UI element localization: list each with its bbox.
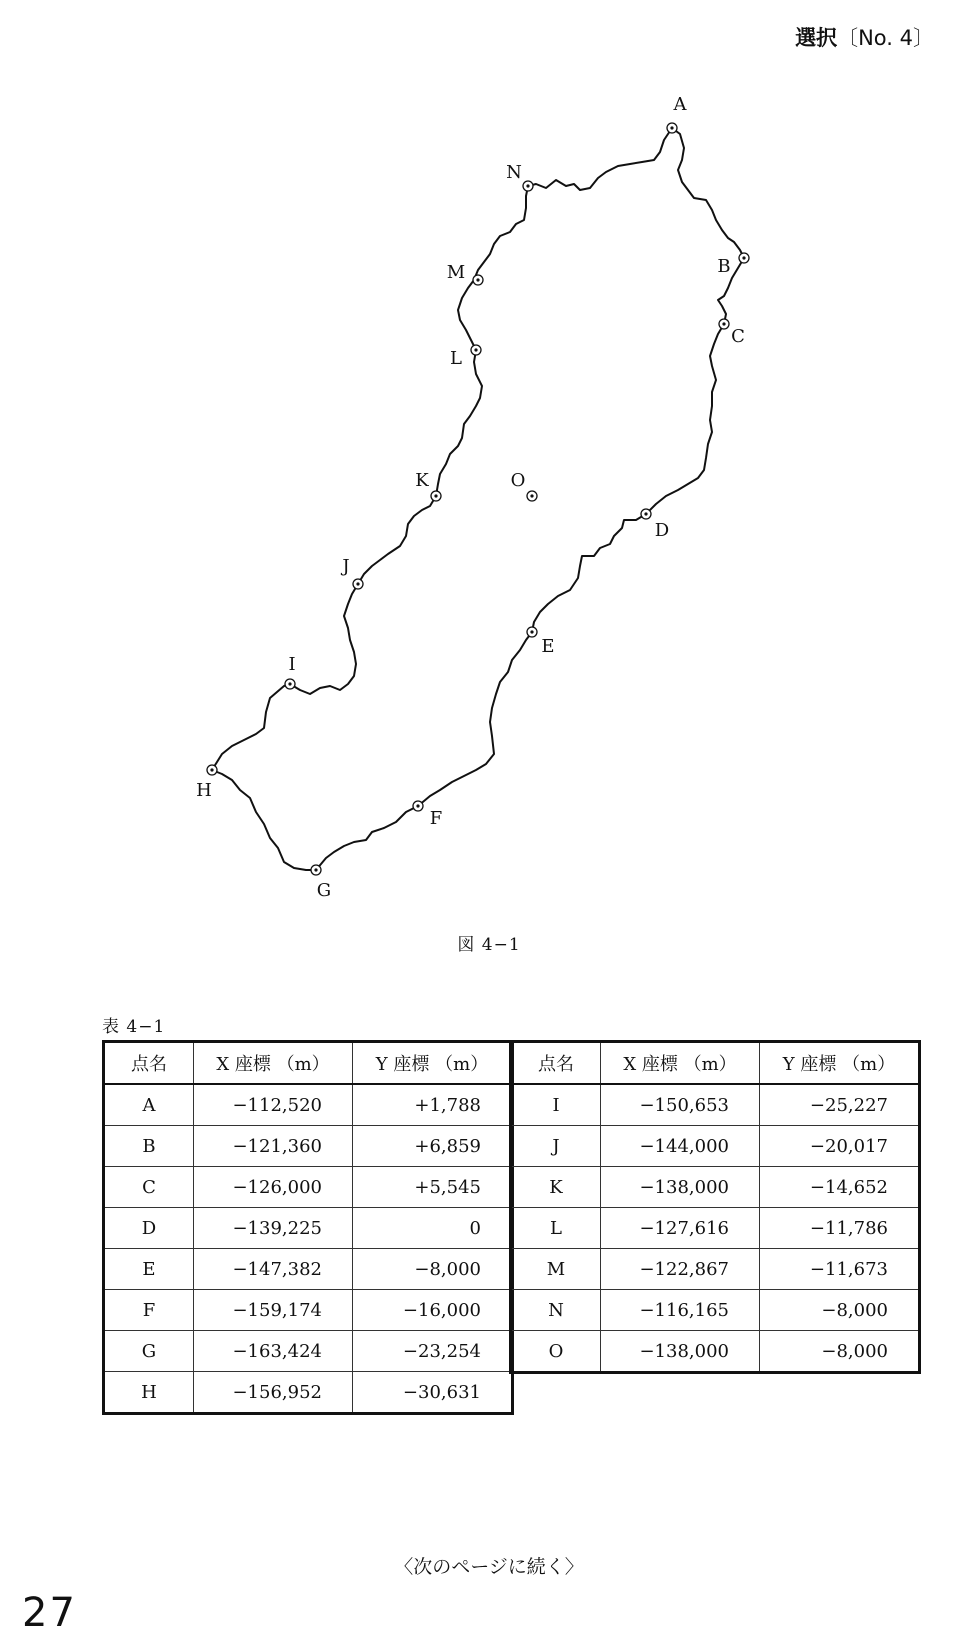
table-row bbox=[104, 1084, 513, 1126]
y-coordinate-cell: +5,545 bbox=[353, 1167, 513, 1208]
station-markers bbox=[207, 123, 749, 875]
point-name-cell: H bbox=[104, 1372, 194, 1414]
y-coordinate-cell: −8,000 bbox=[353, 1249, 513, 1290]
station-label-i: I bbox=[288, 654, 296, 675]
station-marker-n bbox=[523, 181, 533, 191]
y-coordinate-cell: −23,254 bbox=[353, 1331, 513, 1372]
y-coordinate-cell: −8,000 bbox=[760, 1290, 920, 1331]
table-row bbox=[511, 1331, 920, 1373]
point-name-cell: I bbox=[511, 1084, 601, 1126]
station-marker-o bbox=[527, 491, 537, 501]
point-name-cell: F bbox=[104, 1290, 194, 1331]
x-coordinate-cell: −144,000 bbox=[601, 1126, 760, 1167]
point-name-cell: N bbox=[511, 1290, 601, 1331]
y-coordinate-cell: −11,786 bbox=[760, 1208, 920, 1249]
station-marker-d bbox=[641, 509, 651, 519]
table-row bbox=[511, 1290, 920, 1331]
table-row bbox=[511, 1126, 920, 1167]
station-marker-g bbox=[311, 865, 321, 875]
island-outline bbox=[212, 128, 744, 870]
point-name-cell: C bbox=[104, 1167, 194, 1208]
station-marker-e bbox=[527, 627, 537, 637]
station-label-d: D bbox=[654, 520, 670, 541]
figure-caption: 図 4−1 bbox=[457, 935, 521, 955]
table-row bbox=[104, 1208, 513, 1249]
station-marker-a bbox=[667, 123, 677, 133]
table-row bbox=[511, 1084, 920, 1126]
station-marker-m bbox=[473, 275, 483, 285]
table-header-row bbox=[104, 1042, 513, 1085]
station-label-h: H bbox=[196, 780, 212, 801]
station-marker-f bbox=[413, 801, 423, 811]
station-label-f: F bbox=[429, 808, 443, 829]
page-number: 27 bbox=[22, 1590, 77, 1636]
station-label-g: G bbox=[316, 880, 332, 901]
station-label-o: O bbox=[510, 470, 526, 491]
station-marker-h bbox=[207, 765, 217, 775]
x-coordinate-cell: −163,424 bbox=[194, 1331, 353, 1372]
x-coordinate-cell: −138,000 bbox=[601, 1167, 760, 1208]
header-point-name: 点名 bbox=[104, 1042, 194, 1085]
x-coordinate-cell: −121,360 bbox=[194, 1126, 353, 1167]
point-name-cell: O bbox=[511, 1331, 601, 1373]
point-name-cell: D bbox=[104, 1208, 194, 1249]
y-coordinate-cell: +1,788 bbox=[353, 1084, 513, 1126]
x-coordinate-cell: −112,520 bbox=[194, 1084, 353, 1126]
y-coordinate-cell: −11,673 bbox=[760, 1249, 920, 1290]
x-coordinate-cell: −116,165 bbox=[601, 1290, 760, 1331]
station-marker-b bbox=[739, 253, 749, 263]
point-name-cell: L bbox=[511, 1208, 601, 1249]
point-name-cell: K bbox=[511, 1167, 601, 1208]
table-row bbox=[104, 1126, 513, 1167]
coordinate-table-right bbox=[509, 1040, 921, 1374]
x-coordinate-cell: −127,616 bbox=[601, 1208, 760, 1249]
station-label-j: J bbox=[342, 556, 350, 577]
station-label-n: N bbox=[506, 162, 522, 183]
station-label-b: B bbox=[717, 256, 731, 277]
y-coordinate-cell: +6,859 bbox=[353, 1126, 513, 1167]
x-coordinate-cell: −156,952 bbox=[194, 1372, 353, 1414]
point-name-cell: M bbox=[511, 1249, 601, 1290]
station-marker-i bbox=[285, 679, 295, 689]
station-label-a: A bbox=[673, 94, 687, 115]
point-name-cell: G bbox=[104, 1331, 194, 1372]
y-coordinate-cell: −14,652 bbox=[760, 1167, 920, 1208]
x-coordinate-cell: −150,653 bbox=[601, 1084, 760, 1126]
station-marker-j bbox=[353, 579, 363, 589]
station-label-m: M bbox=[446, 262, 466, 283]
x-coordinate-cell: −138,000 bbox=[601, 1331, 760, 1373]
x-coordinate-cell: −126,000 bbox=[194, 1167, 353, 1208]
coordinate-table-left bbox=[102, 1040, 514, 1415]
header-point-name: 点名 bbox=[511, 1042, 601, 1085]
table-row bbox=[104, 1167, 513, 1208]
section-title: 選択 bbox=[795, 26, 838, 50]
header-y-coordinate: Y 座標 （m） bbox=[760, 1042, 920, 1085]
table-row bbox=[511, 1208, 920, 1249]
table-row bbox=[104, 1290, 513, 1331]
y-coordinate-cell: −8,000 bbox=[760, 1331, 920, 1373]
station-label-l: L bbox=[450, 348, 462, 369]
x-coordinate-cell: −122,867 bbox=[601, 1249, 760, 1290]
table-row bbox=[511, 1249, 920, 1290]
station-marker-c bbox=[719, 319, 729, 329]
y-coordinate-cell: −25,227 bbox=[760, 1084, 920, 1126]
table-row bbox=[104, 1249, 513, 1290]
y-coordinate-cell: −20,017 bbox=[760, 1126, 920, 1167]
y-coordinate-cell: −16,000 bbox=[353, 1290, 513, 1331]
x-coordinate-cell: −139,225 bbox=[194, 1208, 353, 1249]
station-marker-k bbox=[431, 491, 441, 501]
question-number: 〔No. 4〕 bbox=[837, 26, 934, 50]
point-name-cell: B bbox=[104, 1126, 194, 1167]
table-header-row bbox=[511, 1042, 920, 1085]
y-coordinate-cell: −30,631 bbox=[353, 1372, 513, 1414]
continue-notice: 〈次のページに続く〉 bbox=[394, 1556, 584, 1578]
table-caption: 表 4−1 bbox=[102, 1017, 166, 1037]
point-name-cell: A bbox=[104, 1084, 194, 1126]
y-coordinate-cell: 0 bbox=[353, 1208, 513, 1249]
table-row bbox=[104, 1331, 513, 1372]
station-marker-l bbox=[471, 345, 481, 355]
station-label-e: E bbox=[541, 636, 555, 657]
table-row bbox=[511, 1167, 920, 1208]
header-x-coordinate: X 座標 （m） bbox=[194, 1042, 353, 1085]
header-y-coordinate: Y 座標 （m） bbox=[353, 1042, 513, 1085]
x-coordinate-cell: −147,382 bbox=[194, 1249, 353, 1290]
x-coordinate-cell: −159,174 bbox=[194, 1290, 353, 1331]
header-x-coordinate: X 座標 （m） bbox=[601, 1042, 760, 1085]
point-name-cell: E bbox=[104, 1249, 194, 1290]
table-row bbox=[104, 1372, 513, 1414]
station-label-k: K bbox=[415, 470, 429, 491]
point-name-cell: J bbox=[511, 1126, 601, 1167]
station-label-c: C bbox=[731, 326, 745, 347]
